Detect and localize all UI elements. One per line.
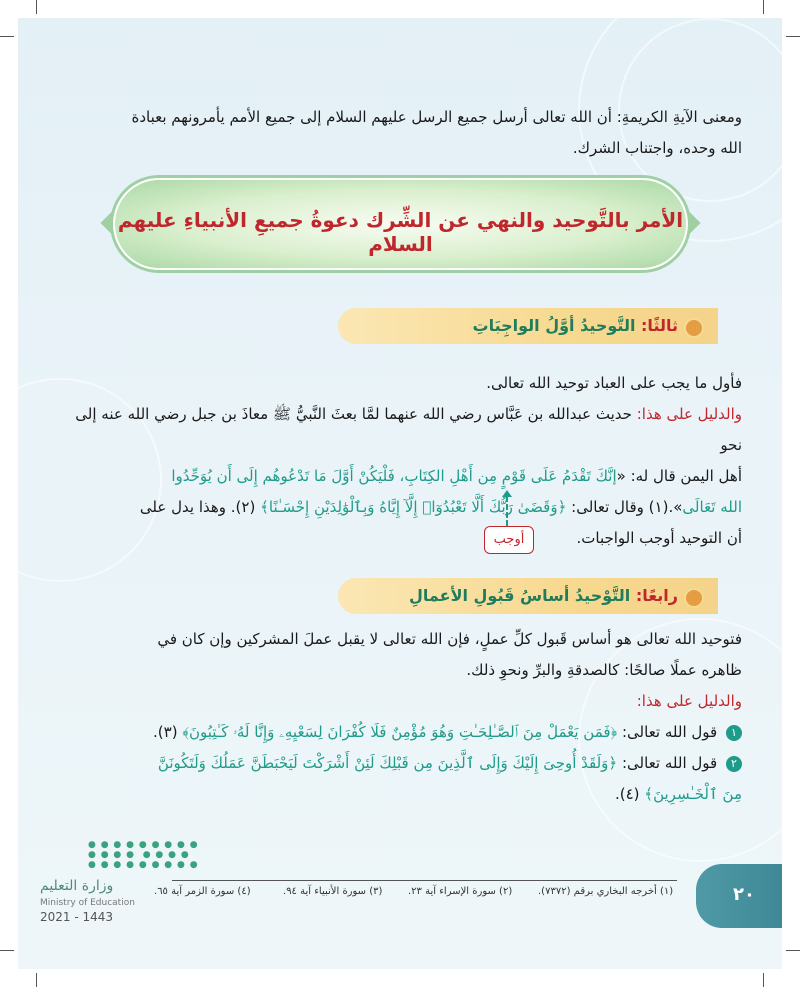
section-fourth-p2: ظاهره عملًا صالحًا: كالصدقةِ والبرِّ ونحوِ ذلك. <box>466 661 742 679</box>
bullet-circle-icon <box>684 588 704 608</box>
keyword-badge: أوجب <box>484 526 534 554</box>
evidence-lead: قول الله تعالى: <box>622 723 718 741</box>
hadith-quote-end: الله تَعَالَى <box>682 498 742 516</box>
crop-mark <box>763 0 764 14</box>
footnote-1: (١) أخرجه البخاري برقم (٧٣٧٢). <box>538 886 674 897</box>
page-background <box>18 18 782 969</box>
banner-title: الأمر بالتَّوحيد والنهي عن الشِّرك دعوةُ جميعِ الأنبياءِ عليهم السلام <box>117 208 684 256</box>
logo-dots-icon: ● ● ● ● ● ● ● ● ● ● ● ● ● ● ● ● ● ● ● ● ● ● ● ● ● ● <box>88 840 199 870</box>
crop-mark <box>0 950 14 951</box>
evidence-item-1 <box>52 717 742 748</box>
section-fourth-p1: فتوحيد الله تعالى هو أساس قَبول كلِّ عملٍ، فإن الله تعالى لا يقبل عملَ المشركين وإن كان في <box>157 630 742 648</box>
evidence-item-2-cont <box>52 779 742 810</box>
intro-line-1: ومعنى الآيةِ الكريمةِ: أن الله تعالى أرسل جميع الرسل عليهم السلام إلى جميع الأمم يأمرونهم بعبادة <box>131 108 742 126</box>
footnote-4: (٤) سورة الزمر آية ٦٥. <box>154 886 251 897</box>
page-number: ٢٠ <box>733 884 755 905</box>
section-third-body <box>52 368 742 554</box>
footnote-divider <box>172 880 677 881</box>
evidence-lead: قول الله تعالى: <box>622 754 718 772</box>
section-third-evidence-line <box>52 399 742 461</box>
hadith-line-2 <box>52 461 742 492</box>
section-third-conclusion: أن التوحيد أوجب الواجبات. <box>576 529 742 547</box>
section-prefix: رابعًا: <box>635 586 678 605</box>
verse-ref: (٣). <box>153 723 178 741</box>
number-badge: ٢ <box>726 756 742 772</box>
hadith-line-3 <box>52 492 742 523</box>
edition-year: 2021 - 1443 <box>40 910 114 924</box>
page-number-tab <box>696 864 782 928</box>
evidence-item-2 <box>52 748 742 779</box>
section-header-fourth-label <box>409 586 678 605</box>
bullet-circle-icon <box>684 318 704 338</box>
hadith-intro: حديث عبدالله بن عَبَّاس رضي الله عنهما لمَّا بعثَ النَّبيُّ ﷺ معاذَ بن جبل رضي الله عنه إلى نحو <box>75 405 742 454</box>
crop-mark <box>786 36 800 37</box>
section-header-third-label <box>472 316 678 335</box>
quran-verse-end: مِنَ ٱلْخَـٰسِرِينَ﴾ <box>644 785 742 803</box>
section-third-p1: فأول ما يجب على العباد توحيد الله تعالى. <box>486 374 742 392</box>
ministry-name-ar: وزارة التعليم <box>40 878 114 894</box>
dashed-arrow-icon <box>506 496 510 526</box>
section-title: التَّوحيدُ أوَّلُ الواجِبَاتِ <box>472 316 636 335</box>
section-fourth-body <box>52 624 742 810</box>
footnote-3: (٣) سورة الأنبياء آية ٩٤. <box>283 886 383 897</box>
crop-mark <box>36 0 37 14</box>
verse-ref: (٤). <box>614 785 640 803</box>
section-title: التَّوْحيدُ أساسُ قَبُولِ الأعمالِ <box>409 586 631 605</box>
section-header-fourth <box>338 578 718 614</box>
ministry-name-en: Ministry of Education <box>40 898 135 908</box>
topic-banner <box>113 178 688 270</box>
crop-mark <box>0 36 14 37</box>
section-prefix: ثالثًا: <box>641 316 678 335</box>
hadith-line-2-lead: أهل اليمن قال له: « <box>616 467 742 485</box>
verse-intro: ».(١) وقال تعالى: <box>571 498 683 516</box>
verse-followup: (٢). وهذا يدل على <box>139 498 256 516</box>
quran-verse: ﴿فَمَن يَعْمَلْ مِنَ ٱلصَّـٰلِحَـٰتِ وَهُوَ مُؤْمِنٌ فَلَا كُفْرَانَ لِسَعْيِهِۦ وَإِنَّا لَهُۥ كَـٰتِبُونَ﴾ <box>182 723 618 741</box>
crop-mark <box>763 973 764 987</box>
section-header-third <box>338 308 718 344</box>
quran-verse: ﴿وَلَقَدْ أُوحِىَ إِلَيْكَ وَإِلَى ٱلَّذِينَ مِن قَبْلِكَ لَئِنْ أَشْرَكْتَ لَيَحْبَطَنَّ عَمَلُكَ وَلَتَكُونَنَّ <box>157 754 618 772</box>
footnote-2: (٢) سورة الإسراء آية ٢٣. <box>408 886 513 897</box>
crop-mark <box>36 973 37 987</box>
evidence-label: والدليل على هذا: <box>636 692 742 710</box>
crop-mark <box>786 950 800 951</box>
hadith-quote: إنَّكَ تَقْدَمُ عَلَى قَوْمٍ مِن أَهْلِ الكِتَابِ، فَلْيَكُنْ أَوَّلَ مَا تَدْعُوهُم إِلَى أَن يُوَحِّدُوا <box>171 467 617 485</box>
number-badge: ١ <box>726 725 742 741</box>
ministry-logo <box>40 840 199 924</box>
intro-paragraph <box>52 102 742 164</box>
quran-verse: ﴿وَقَضَىٰ رَبُّكَ أَلَّا تَعْبُدُوٓا۟ إِلَّآ إِيَّاهُ وَبِٱلْوَٰلِدَيْنِ إِحْسَـٰنًا﴾ <box>260 498 567 516</box>
intro-line-2: الله وحده، واجتناب الشرك. <box>572 139 742 157</box>
evidence-label: والدليل على هذا: <box>636 405 742 423</box>
